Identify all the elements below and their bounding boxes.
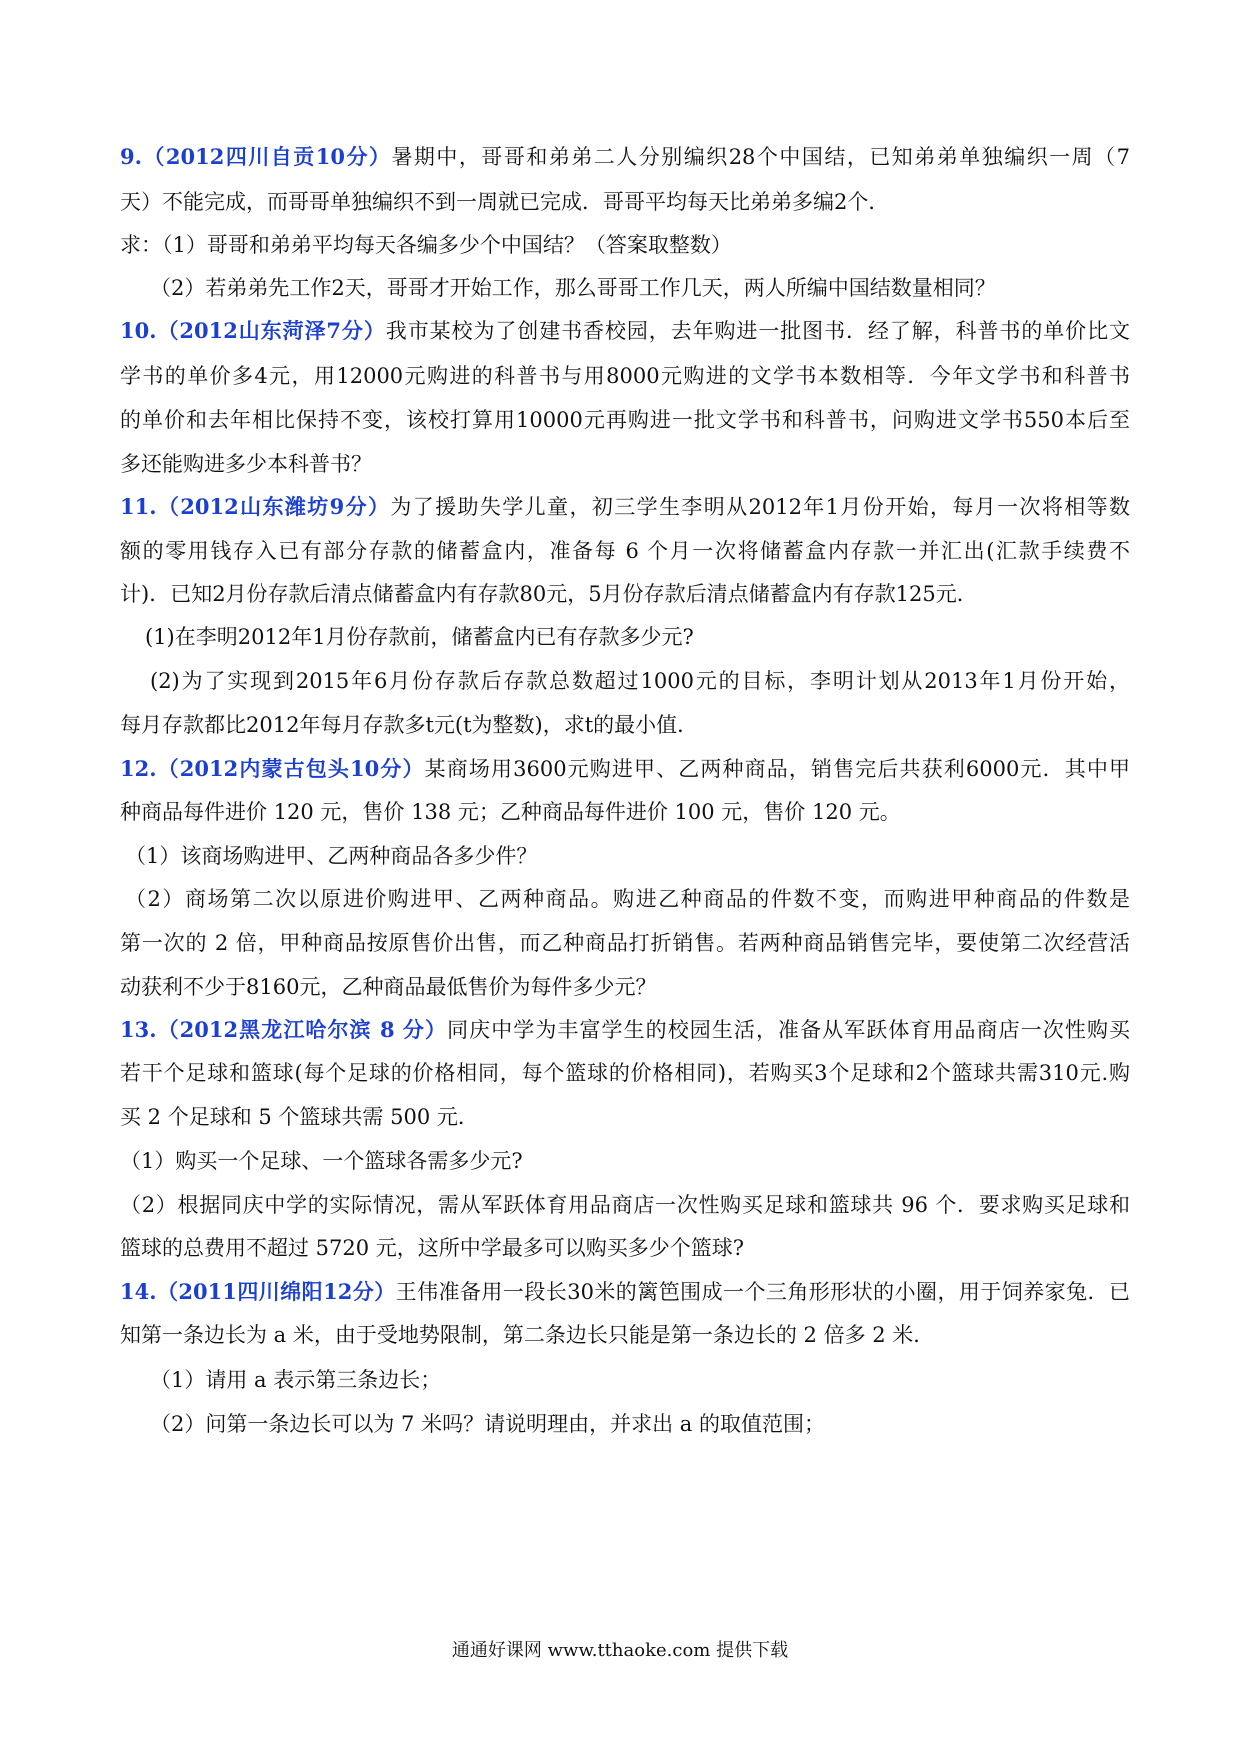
problem-11-line-5: (2)为了实现到2015年6月份存款后存款总数超过1000元的目标，李明计划从2013年1月份开始，: [150, 669, 1130, 693]
problem-11-line-3: 计)．已知2月份存款后清点储蓄盒内有存款80元，5月份存款后清点储蓄盒内有存款125元．: [120, 582, 978, 606]
problem-number: 11.: [120, 494, 157, 519]
problem-text: 为了援助失学儿童，初三学生李明从2012年1月份开始，每月一次将相等数: [390, 495, 1130, 519]
problem-source: （2012山东菏泽7分）: [156, 318, 386, 343]
problem-12-line-6: 动获利不少于8160元，乙种商品最低售价为每件多少元？: [120, 975, 657, 999]
problem-source: （2011四川绵阳12分）: [156, 1279, 396, 1304]
problem-11-line-6: 每月存款都比2012年每月存款多t元(t为整数)，求t的最小值．: [120, 713, 699, 737]
problem-9-line-1: [120, 142, 1130, 172]
problem-11-line-1: [120, 492, 1130, 522]
problem-9-line-2: 天）不能完成，而哥哥单独编织不到一周就已完成．哥哥平均每天比弟弟多编2个．: [120, 190, 890, 214]
problem-14-line-3: （1）请用 a 表示第三条边长；: [150, 1368, 442, 1392]
problem-12-line-2: 种商品每件进价 120 元，售价 138 元；乙种商品每件进价 100 元，售价 120 元。: [120, 800, 901, 824]
problem-source: （2012黑龙江哈尔滨 8 分）: [156, 1017, 448, 1042]
problem-10-line-2: 学书的单价多4元，用12000元购进的科普书与用8000元购进的文学书本数相等．今年文学书和科普书: [120, 364, 1130, 388]
problem-13-line-3: 买 2 个足球和 5 个篮球共需 500 元．: [120, 1105, 479, 1129]
problem-11-line-2: 额的零用钱存入已有部分存款的储蓄盒内，准备每 6 个月一次将储蓄盒内存款一并汇出(汇款手续费不: [120, 539, 1130, 563]
page-footer: 通通好课网 www.tthaoke.com 提供下载: [451, 1640, 789, 1661]
problem-13-line-6: 篮球的总费用不超过 5720 元，这所中学最多可以购买多少个篮球?: [120, 1236, 745, 1260]
problem-number: 9.: [120, 144, 142, 169]
problem-12-line-4: （2）商场第二次以原进价购进甲、乙两种商品。购进乙种商品的件数不变，而购进甲种商品的件数是: [125, 887, 1130, 911]
problem-text: 同庆中学为丰富学生的校园生活，准备从军跃体育用品商店一次性购买: [447, 1018, 1131, 1042]
problem-14-line-2: 知第一条边长为 a 米，由于受地势限制，第二条边长只能是第一条边长的 2 倍多 2 米．: [120, 1323, 935, 1347]
problem-number: 10.: [120, 318, 157, 343]
problem-12-line-5: 第一次的 2 倍，甲种商品按原售价出售，而乙种商品打折销售。若两种商品销售完毕，要使第二次经营活: [120, 931, 1130, 955]
problem-10-line-4: 多还能购进多少本科普书？: [120, 452, 372, 476]
problem-13-line-4: （1）购买一个足球、一个篮球各需多少元?: [120, 1149, 523, 1173]
problem-13-line-5: （2）根据同庆中学的实际情况，需从军跃体育用品商店一次性购买足球和篮球共 96 个．要求购买足球和: [120, 1193, 1130, 1217]
problem-source: （2012内蒙古包头10分）: [156, 756, 425, 781]
problem-text: 我市某校为了创建书香校园，去年购进一批图书．经了解，科普书的单价比文: [385, 319, 1131, 343]
problem-text: 某商场用3600元购进甲、乙两种商品，销售完后共获利6000元．其中甲: [424, 757, 1131, 781]
problem-source: （2012山东潍坊9分）: [156, 494, 391, 519]
problem-10-line-3: 的单价和去年相比保持不变，该校打算用10000元再购进一批文学书和科普书，问购进文学书550本后至: [120, 408, 1130, 432]
problem-14-line-4: （2）问第一条边长可以为 7 米吗？请说明理由，并求出 a 的取值范围；: [150, 1412, 825, 1436]
problem-12-line-1: [120, 754, 1130, 784]
problem-12-line-3: （1）该商场购进甲、乙两种商品各多少件？: [125, 844, 538, 868]
problem-number: 12.: [120, 756, 157, 781]
problem-9-line-4: （2）若弟弟先工作2天，哥哥才开始工作，那么哥哥工作几天，两人所编中国结数量相同？: [150, 276, 996, 300]
problem-source: （2012四川自贡10分）: [141, 144, 392, 169]
problem-10-line-1: [120, 316, 1130, 346]
problem-text: 王伟准备用一段长30米的篱笆围成一个三角形形状的小圈，用于饲养家兔．已: [395, 1280, 1131, 1304]
problem-number: 14.: [120, 1279, 157, 1304]
problem-11-line-4: (1)在李明2012年1月份存款前，储蓄盒内已有存款多少元?: [145, 625, 694, 649]
problem-9-line-3: 求：（1）哥哥和弟弟平均每天各编多少个中国结？（答案取整数）: [120, 233, 732, 257]
problem-number: 13.: [120, 1017, 157, 1042]
problem-14-line-1: [120, 1277, 1130, 1307]
problem-13-line-1: [120, 1015, 1130, 1045]
problem-13-line-2: 若干个足球和篮球(每个足球的价格相同，每个篮球的价格相同)，若购买3个足球和2个篮球共需310元.购: [120, 1061, 1130, 1085]
problem-text: 暑期中，哥哥和弟弟二人分别编织28个中国结，已知弟弟单独编织一周（7: [391, 145, 1130, 169]
